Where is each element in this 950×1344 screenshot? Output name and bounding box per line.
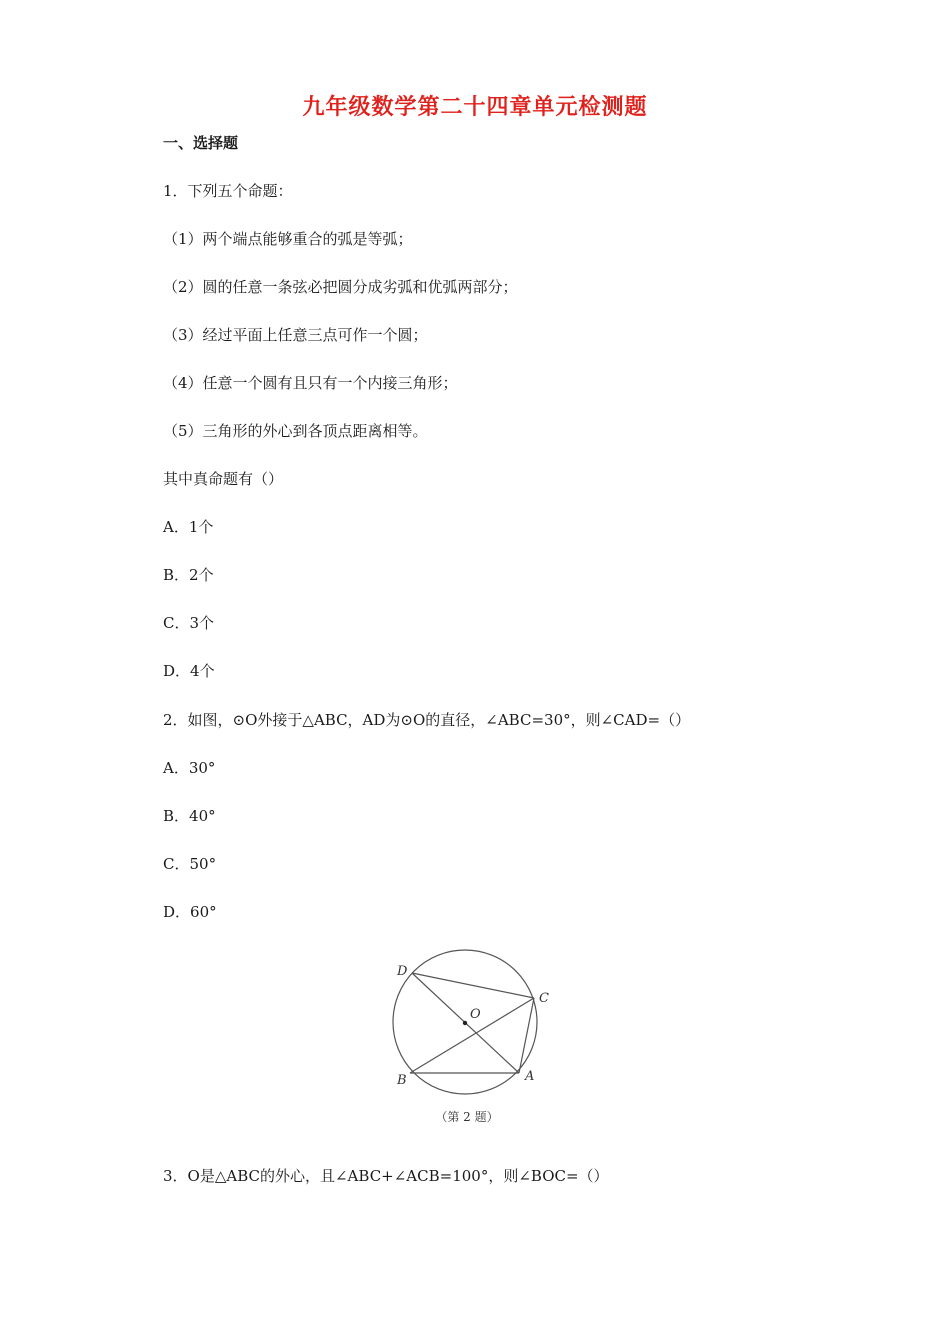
question-2-option-a: A．30° (163, 759, 216, 777)
segment-dc (412, 973, 534, 998)
question-2-option-d: D．60° (163, 903, 217, 921)
question-1-option-d: D．4个 (163, 662, 215, 680)
question-3-stem: 3．O是△ABC的外心，且∠ABC+∠ACB=100°，则∠BOC=（） (163, 1167, 609, 1185)
question-1-option-b: B．2个 (163, 566, 214, 584)
question-1-option-a: A．1个 (163, 518, 214, 536)
question-1-statement-3: （3）经过平面上任意三点可作一个圆； (163, 326, 428, 344)
section-heading: 一、选择题 (163, 134, 239, 152)
label-a: A (525, 1069, 535, 1084)
question-1-statement-2: （2）圆的任意一条弦必把圆分成劣弧和优弧两部分； (163, 278, 518, 296)
question-1-statement-5: （5）三角形的外心到各顶点距离相等。 (163, 422, 428, 440)
segment-ca (519, 998, 534, 1073)
center-point (463, 1021, 467, 1025)
question-1-ask: 其中真命题有（） (163, 470, 284, 488)
question-1-option-c: C．3个 (163, 614, 215, 632)
label-c: C (539, 991, 549, 1006)
question-2-figure (380, 948, 560, 1133)
question-2-option-b: B．40° (163, 807, 216, 825)
label-d: D (397, 964, 408, 979)
question-1-statement-1: （1）两个端点能够重合的弧是等弧； (163, 230, 413, 248)
document-title: 九年级数学第二十四章单元检测题 (302, 94, 648, 120)
question-1-statement-4: （4）任意一个圆有且只有一个内接三角形； (163, 374, 458, 392)
figure-caption: （第 2 题） (435, 1110, 499, 1124)
label-b: B (397, 1073, 407, 1088)
question-2-stem: 2．如图，⊙O外接于△ABC，AD为⊙O的直径，∠ABC=30°，则∠CAD=（） (163, 711, 691, 729)
question-1-stem: 1．下列五个命题： (163, 182, 293, 200)
question-2-option-c: C．50° (163, 855, 217, 873)
label-o: O (470, 1007, 481, 1022)
